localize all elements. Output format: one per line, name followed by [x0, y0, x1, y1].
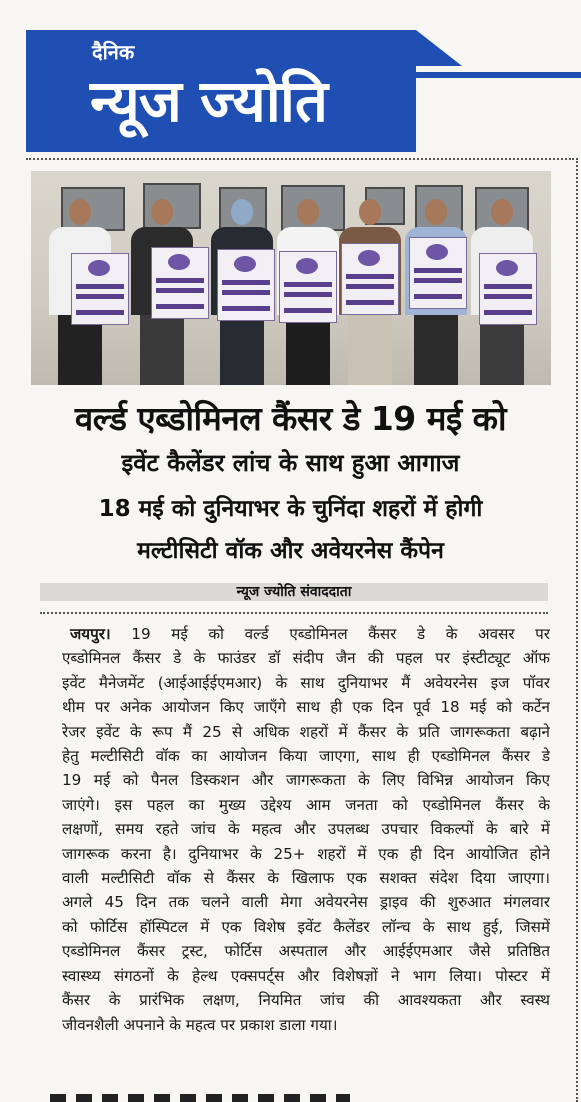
article-line: लक्षणों, समय रहते जांच के महत्व और उपलब्ध उपचार विकल्पों के बारे में: [62, 820, 550, 839]
event-poster: [151, 247, 209, 319]
event-poster: [479, 253, 537, 325]
dotted-divider-byline: [40, 612, 548, 614]
dotted-divider-right: [576, 158, 578, 1102]
article-line: रेजर इवेंट के रूप मैं 25 से अधिक शहरों में कैंसर के प्रति जागरूकता बढ़ाने: [62, 722, 550, 741]
cropped-next-headline: [50, 1092, 350, 1102]
event-poster: [409, 237, 467, 309]
headline-deck-line1: 18 मई को दुनियाभर के चुनिंदा शहरों में होगी: [98, 496, 483, 522]
article-line: स्वास्थ्य संगठनों के हेल्थ एक्सपर्ट्स और विशेषज्ञों ने भाग लिया। पोस्टर में: [62, 966, 550, 985]
article-line: को फोर्टिस हॉस्पिटल में एक विशेष इवेंट कैलेंडर लॉन्च के साथ हुई, जिसमें: [62, 917, 550, 936]
masthead-logo: [26, 30, 416, 152]
event-poster: [217, 249, 275, 321]
byline: न्यूज ज्योति संवाददाता: [40, 583, 548, 601]
news-photo: [31, 171, 551, 385]
article-line: जयपुर। 19 मई को वर्ल्ड एब्डोमिनल कैंसर डे के अवसर पर: [70, 625, 550, 643]
article-line: एब्डोमिनल कैंसर ट्रस्ट, फोर्टिस अस्पताल और आईईएमआर जैसे प्रतिष्ठित: [62, 942, 550, 961]
article-line: 19 मई को पैनल डिस्कशन और जागरूकता के लिए विभिन्न आयोजन किए: [62, 771, 550, 790]
event-poster: [279, 251, 337, 323]
dotted-divider-top: [26, 158, 574, 160]
headline-sub: इवेंट कैलेंडर लांच के साथ हुआ आगाज: [121, 449, 460, 477]
dateline: जयपुर।: [70, 625, 111, 643]
headline-main: वर्ल्ड एब्डोमिनल कैंसर डे 19 मई को: [74, 399, 507, 438]
article-line: जाएंगे। इस पहल का मुख्य उद्देश्य आम जनता को एब्डोमिनल कैंसर के: [62, 795, 550, 814]
headline-deck-line2: मल्टीसिटी वॉक और अवेयरनेस कैंपेन: [137, 538, 444, 564]
article-line: जीवनशैली अपनाने के महत्व पर प्रकाश डाला गया।: [62, 1015, 338, 1034]
article-line: कैंसर के प्रारंभिक लक्षण, नियमित जांच की आवश्यकता और स्वस्थ: [62, 991, 550, 1010]
masthead-strip: [416, 72, 581, 78]
article-line: एब्डोमिनल कैंसर डे के फाउंडर डॉ संदीप जैन की पहल पर इंस्टीट्यूट ऑफ: [62, 649, 550, 668]
article-line: अगले 45 दिन तक चलने वाली मेगा अवेयरनेस ड्राइव की शुरुआत मंगलवार: [62, 893, 550, 912]
article-line: वाली मल्टीसिटी वॉक से कैंसर के खिलाफ एक सशक्त संदेश दिया जाएगा।: [62, 869, 550, 888]
masthead-small-text: दैनिक: [92, 40, 135, 64]
article-line: इवेंट मैनेजमेंट (आईआईईएमआर) के साथ दुनियाभर मैं अवेयरनेस इज पॉवर: [62, 673, 550, 692]
event-poster: [71, 253, 129, 325]
article-body: [62, 622, 550, 1037]
event-poster: [341, 243, 399, 315]
article-line: जागरूक करना है। दुनियाभर के 25+ शहरों में एक ही दिन आयोजित होने: [62, 844, 550, 863]
article-line: हेतु मल्टीसिटी वॉक का आयोजन किया जाएगा, साथ ही एब्डोमिनल कैंसर डे: [62, 747, 550, 766]
article-line: थीम पर अनेक आयोजन किए जाएँगे साथ ही एक दिन पूर्व 18 मई को कर्टेन: [62, 698, 550, 717]
masthead-title: न्यूज ज्योति: [90, 67, 327, 135]
